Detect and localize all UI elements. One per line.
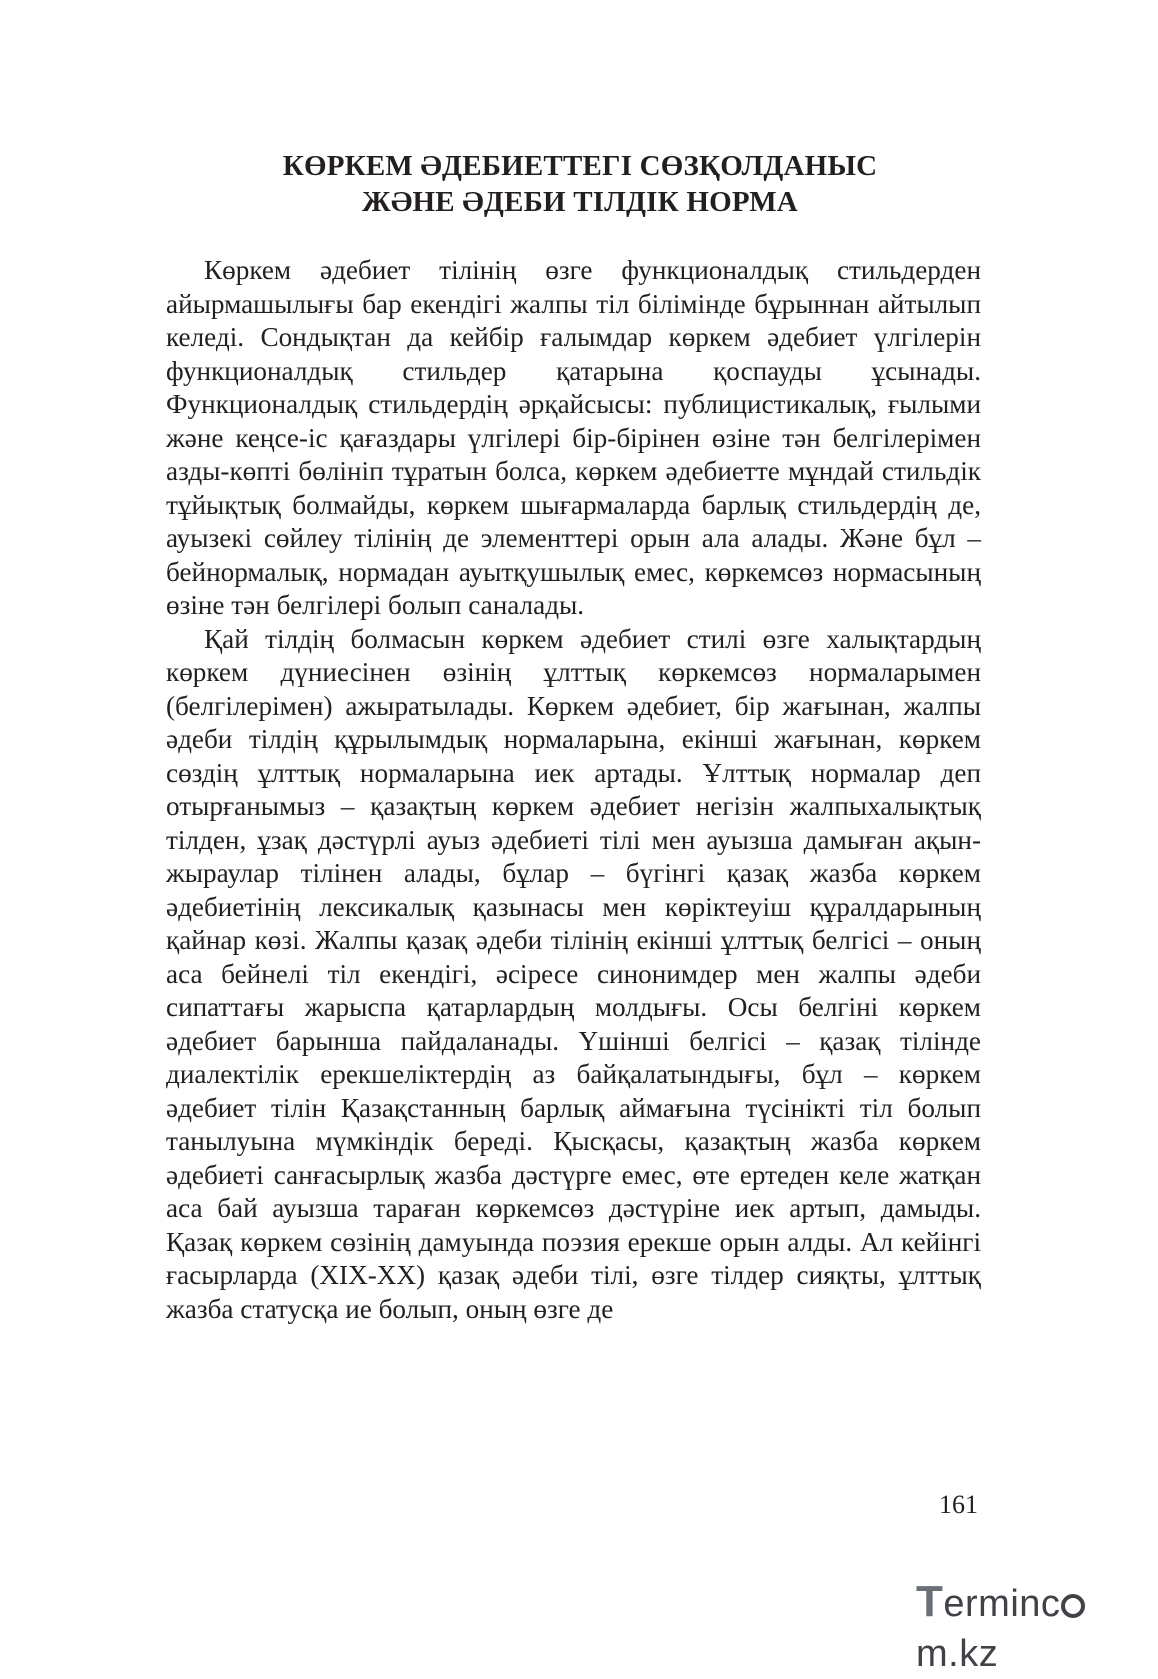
chapter-title xyxy=(140,148,1020,220)
watermark-text-part-1: erminc xyxy=(943,1583,1061,1625)
watermark-ring-icon xyxy=(1061,1594,1085,1618)
page-number: 161 xyxy=(939,1490,978,1519)
body-text xyxy=(166,254,981,1326)
watermark-text-part-2: m.kz xyxy=(916,1633,999,1675)
watermark-initial: T xyxy=(916,1577,944,1626)
termincom-watermark-logo xyxy=(916,1577,1138,1675)
chapter-title-line-2: ЖӘНЕ ӘДЕБИ ТІЛДІК НОРМА xyxy=(362,186,798,218)
paragraph-1: Көркем әдебиет тілінің өзге функционалдық стильдерден айырмашылығы бар екендігі жалпы тіл білімінде бұрыннан айтылып келеді. Сондықтан да кейбір ғалымдар көркем әдебиет үлгілерін функционалдық стильдер қатарына қоспауды ұсынады. Функционалдық стильдердің әрқайсысы: публицистикалық, ғылыми және кеңсе-іс қағаздары үлгілері бір-бірінен өзіне тән белгілерімен азды-көпті бөлініп тұратын болса, көркем әдебиетте мұндай стильдік тұйықтық болмайды, көркем шығармаларда барлық стильдердің де, ауызекі сөйлеу тілінің де элементтері орын ала алады. Және бұл – бейнормалық, нормадан ауытқушылық емес, көркемсөз нормасының өзіне тән белгілері болып саналады. xyxy=(166,255,981,620)
paragraph-2: Қай тілдің болмасын көркем әдебиет стилі өзге халықтардың көркем дүниесінен өзінің ұлттық көркемсөз нормаларымен (белгілерімен) ажыратылады. Көркем әдебиет, бір жағынан, жалпы әдеби тілдің құрылымдық нормаларына, екінші жағынан, көркем сөздің ұлттық нормаларына иек артады. Ұлттық нормалар деп отырғанымыз – қазақтың көркем әдебиет негізін жалпыхалықтық тілден, ұзақ дәстүрлі ауыз әдебиеті тілі мен ауызша дамыған ақын- жыраулар тілінен алады, бұлар – бүгінгі қазақ жазба көркем әдебиетінің лексикалық қазынасы мен көріктеуіш құралдарының қайнар көзі. Жалпы қазақ әдеби тілінің екінші ұлттық белгісі – оның аса бейнелі тіл екендігі, әсіресе синонимдер мен жалпы әдеби сипаттағы жарыспа қатарлардың молдығы. Осы белгіні көркем әдебиет барынша пайдаланады. Үшінші белгісі – қазақ тілінде диалектілік ерекшеліктердің аз байқалатындығы, бұл – көркем әдебиет тілін Қазақстанның барлық аймағына түсінікті тіл болып танылуына мүмкіндік береді. Қысқасы, қазақтың жазба көркем әдебиеті санғасырлық жазба дәстүрге емес, өте ертеден келе жатқан аса бай ауызша тараған көркемсөз дәстүріне иек артып, дамыды. Қазақ көркем сөзінің дамуында поэзия ерекше орын алды. Ал кейінгі ғасырларда (XIX-XX) қазақ әдеби тілі, өзге тілдер сияқты, ұлттық жазба статусқа ие болып, оның өзге де xyxy=(166,623,981,1324)
chapter-title-line-1: КӨРКЕМ ӘДЕБИЕТТЕГІ СӨЗҚОЛДАНЫС xyxy=(282,150,878,182)
